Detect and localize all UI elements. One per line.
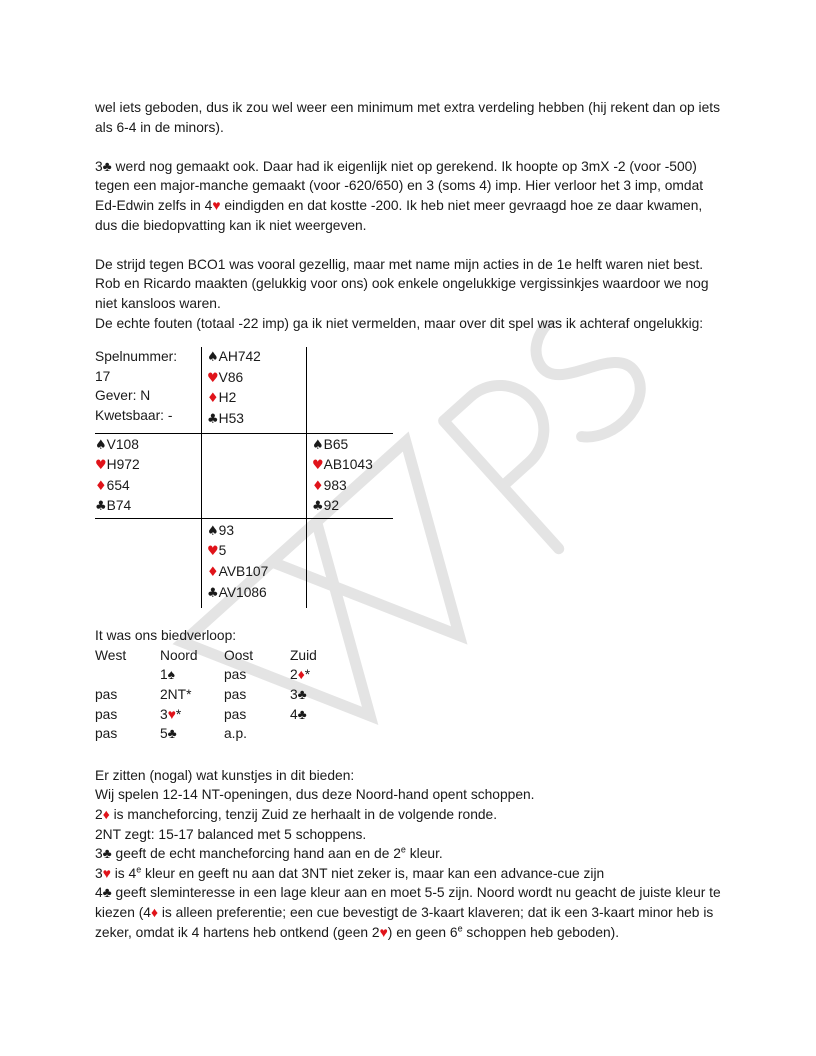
west-clubs: B74 <box>106 498 132 514</box>
bid-cell: pas <box>224 687 247 703</box>
bid-cell: 5♣ <box>160 726 177 742</box>
bid-col-west: West <box>95 647 127 663</box>
south-hand <box>202 518 307 608</box>
note-line: 4♣ geeft sleminteresse in een lage kleur aan en moet 5-5 zijn. Noord wordt nu geacht de juiste kleur te kiezen (4♦ is alleen preferentie; een cue bevestigt de 3-kaart klaveren; dat ik een 3-kaart minor heb is zeker, omdat ik 4 hartens heb ontkend (geen 2♥) en geen 6e schoppen heb geboden). <box>95 885 721 940</box>
heart-icon: ♥ <box>312 458 324 474</box>
deal-info-line: Spelnummer: <box>95 349 178 365</box>
east-hand <box>307 433 394 518</box>
north-diamonds: H2 <box>218 390 237 406</box>
north-spades: AH742 <box>218 349 261 365</box>
bidding-notes <box>95 766 722 942</box>
heart-icon: ♥ <box>207 370 219 386</box>
bid-cell: a.p. <box>224 726 248 742</box>
spade-icon: ♠ <box>207 523 219 539</box>
intro-paragraph-3 <box>95 255 722 333</box>
north-clubs: H53 <box>218 410 244 426</box>
intro-paragraph-3a: De strijd tegen BCO1 was vooral gezellig, maar met name mijn acties in de 1e helft waren niet best. Rob en Ricardo maakten (gelukkig voor ons) ook enkele ongelukkige vergissinkjes waardoor we nog niet kansloos waren. <box>95 256 709 311</box>
bid-col-noord: Noord <box>160 647 198 663</box>
deal-info-line: 17 <box>95 368 111 384</box>
heart-icon: ♥ <box>207 544 219 560</box>
west-hearts: H972 <box>106 457 140 473</box>
east-spades: B65 <box>323 436 349 452</box>
south-spades: 93 <box>218 522 235 538</box>
bid-cell: pas <box>224 667 247 683</box>
east-hearts: AB1043 <box>323 457 373 473</box>
bid-cell: 1♠ <box>160 667 176 683</box>
deal-info-line: Kwetsbaar: - <box>95 407 173 423</box>
east-diamonds: 983 <box>323 477 347 493</box>
empty-cell <box>307 347 394 433</box>
south-diamonds: AVB107 <box>218 564 269 580</box>
intro-paragraph-2: 3♣ werd nog gemaakt ook. Daar had ik eigenlijk niet op gerekend. Ik hoopte op 3mX -2 (voor -500) tegen een major-manche gemaakt (voor -620/650) en 3 (soms 4) imp. Hier verloor het 3 imp, omdat Ed-Edwin zelfs in 4♥ eindigden en dat kostte -200. Ik heb niet meer gevraagd hoe ze daar kwamen, dus die biedopvatting kan ik niet weergeven. <box>95 158 704 233</box>
intro-paragraph-1: wel iets geboden, dus ik zou wel weer een minimum met extra verdeling hebben (hij rekent dan op iets als 6-4 in de minors). <box>95 100 721 135</box>
diamond-icon: ♦ <box>207 391 219 407</box>
east-clubs: 92 <box>323 498 340 514</box>
empty-cell <box>307 518 394 608</box>
bidding-row <box>95 724 722 744</box>
bidding-title: It was ons biedverloop: <box>95 628 237 644</box>
bid-cell: pas <box>95 706 118 722</box>
club-icon: ♣ <box>207 411 219 427</box>
bidding-row <box>95 685 722 705</box>
bid-cell <box>290 724 722 744</box>
bidding-table <box>95 646 722 744</box>
empty-cell <box>95 518 202 608</box>
deal-diagram <box>95 347 393 608</box>
empty-cell <box>202 433 307 518</box>
bidding-row <box>95 705 722 725</box>
bid-cell: 4♣ <box>290 706 307 722</box>
diamond-icon: ♦ <box>95 478 107 494</box>
bid-cell: 3♥* <box>160 706 182 722</box>
note-line: Wij spelen 12-14 NT-openingen, dus deze Noord-hand opent schoppen. <box>95 787 535 803</box>
bid-cell: 2♦* <box>290 667 311 683</box>
note-line: 3♥ is 4e kleur en geeft nu aan dat 3NT niet zeker is, maar kan een advance-cue zijn <box>95 864 605 881</box>
north-hand <box>202 347 307 433</box>
west-diamonds: 654 <box>106 477 130 493</box>
bid-cell <box>95 665 160 685</box>
deal-info-line: Gever: N <box>95 388 151 404</box>
bid-cell: pas <box>224 706 247 722</box>
club-icon: ♣ <box>312 499 324 515</box>
west-spades: V108 <box>106 436 139 452</box>
spade-icon: ♠ <box>207 350 219 366</box>
bid-col-oost: Oost <box>224 647 254 663</box>
bid-cell: pas <box>95 687 118 703</box>
west-hand <box>95 433 202 518</box>
north-hearts: V86 <box>218 369 244 385</box>
note-line: 3♣ geeft de echt mancheforcing hand aan en de 2e kleur. <box>95 844 443 862</box>
bid-cell: pas <box>95 726 118 742</box>
south-hearts: 5 <box>218 543 227 559</box>
heart-icon: ♥ <box>95 458 107 474</box>
spade-icon: ♠ <box>95 437 107 453</box>
bidding-header-row <box>95 646 722 666</box>
south-clubs: AV1086 <box>218 584 267 600</box>
page-content <box>95 98 722 942</box>
bidding-section <box>95 626 722 744</box>
bidding-row <box>95 665 722 685</box>
diamond-icon: ♦ <box>207 565 219 581</box>
bid-col-zuid: Zuid <box>290 647 317 663</box>
bid-cell: 3♣ <box>290 687 307 703</box>
bid-cell: 2NT* <box>160 687 192 703</box>
spade-icon: ♠ <box>312 437 324 453</box>
club-icon: ♣ <box>207 585 219 601</box>
diamond-icon: ♦ <box>312 478 324 494</box>
note-line: 2NT zegt: 15-17 balanced met 5 schoppens. <box>95 826 367 842</box>
note-line: Er zitten (nogal) wat kunstjes in dit bieden: <box>95 767 355 783</box>
deal-info-cell <box>95 347 202 433</box>
note-line: 2♦ is mancheforcing, tenzij Zuid ze herhaalt in de volgende ronde. <box>95 807 498 822</box>
club-icon: ♣ <box>95 499 107 515</box>
intro-paragraph-3b: De echte fouten (totaal -22 imp) ga ik niet vermelden, maar over dit spel was ik achteraf ongelukkig: <box>95 315 704 331</box>
